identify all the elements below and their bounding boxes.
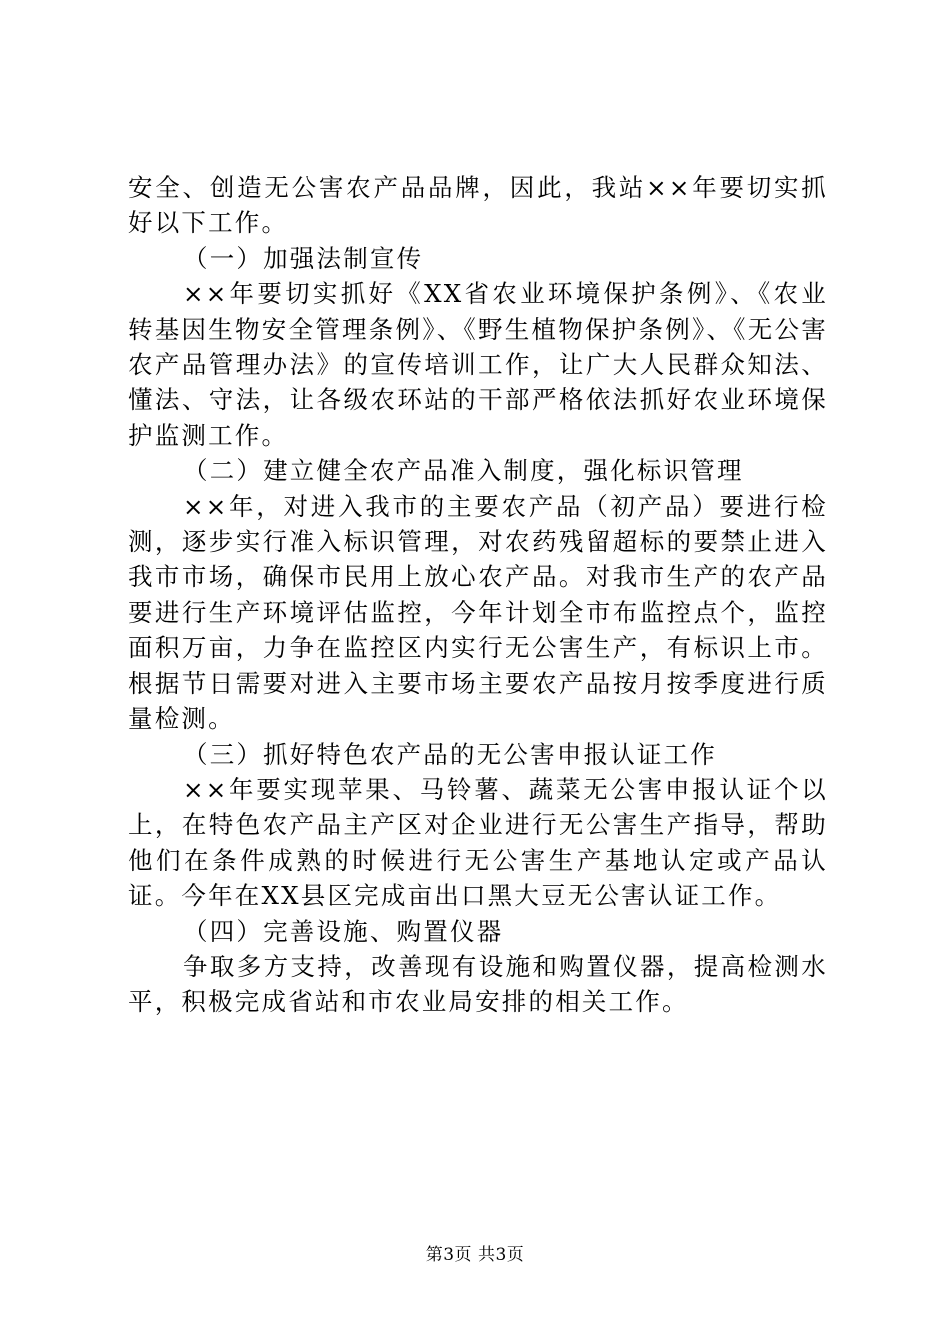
page-number-footer: 第3页 共3页 xyxy=(425,1245,525,1265)
section-heading-2: （二）建立健全农产品准入制度，强化标识管理 xyxy=(183,456,744,486)
section-heading-1: （一）加强法制宣传 xyxy=(183,243,424,273)
paragraph-intro-continued: 安全、创造无公害农产品品牌，因此，我站××年要切实抓好以下工作。 xyxy=(128,173,828,238)
paragraph-certification: ××年要实现苹果、马铃薯、蔬菜无公害申报认证个以上，在特色农产品主产区对企业进行无公害生产指导，帮助他们在条件成熟的时候进行无公害生产基地认定或产品认证。今年在XX县区完成亩出口黑大豆无公害认证工作。 xyxy=(128,774,828,911)
paragraph-market-access: ××年，对进入我市的主要农产品（初产品）要进行检测，逐步实行准入标识管理，对农药残留超标的要禁止进入我市市场，确保市民用上放心农产品。对我市生产的农产品要进行生产环境评估监控，今年计划全市布监控点个，监控面积万亩，力争在监控区内实行无公害生产，有标识上市。根据节日需要对进入主要市场主要农产品按月按季度进行质量检测。 xyxy=(128,491,828,734)
paragraph-legal-publicity: ××年要切实抓好《XX省农业环境保护条例》、《农业转基因生物安全管理条例》、《野生植物保护条例》、《无公害农产品管理办法》的宣传培训工作，让广大人民群众知法、懂法、守法，让各级农环站的干部严格依法抓好农业环境保护监测工作。 xyxy=(128,279,828,450)
paragraph-facilities: 争取多方支持，改善现有设施和购置仪器，提高检测水平，积极完成省站和市农业局安排的相关工作。 xyxy=(128,951,828,1017)
section-heading-4: （四）完善设施、购置仪器 xyxy=(183,916,504,946)
document-body xyxy=(128,170,828,1020)
section-heading-3: （三）抓好特色农产品的无公害申报认证工作 xyxy=(183,739,717,769)
